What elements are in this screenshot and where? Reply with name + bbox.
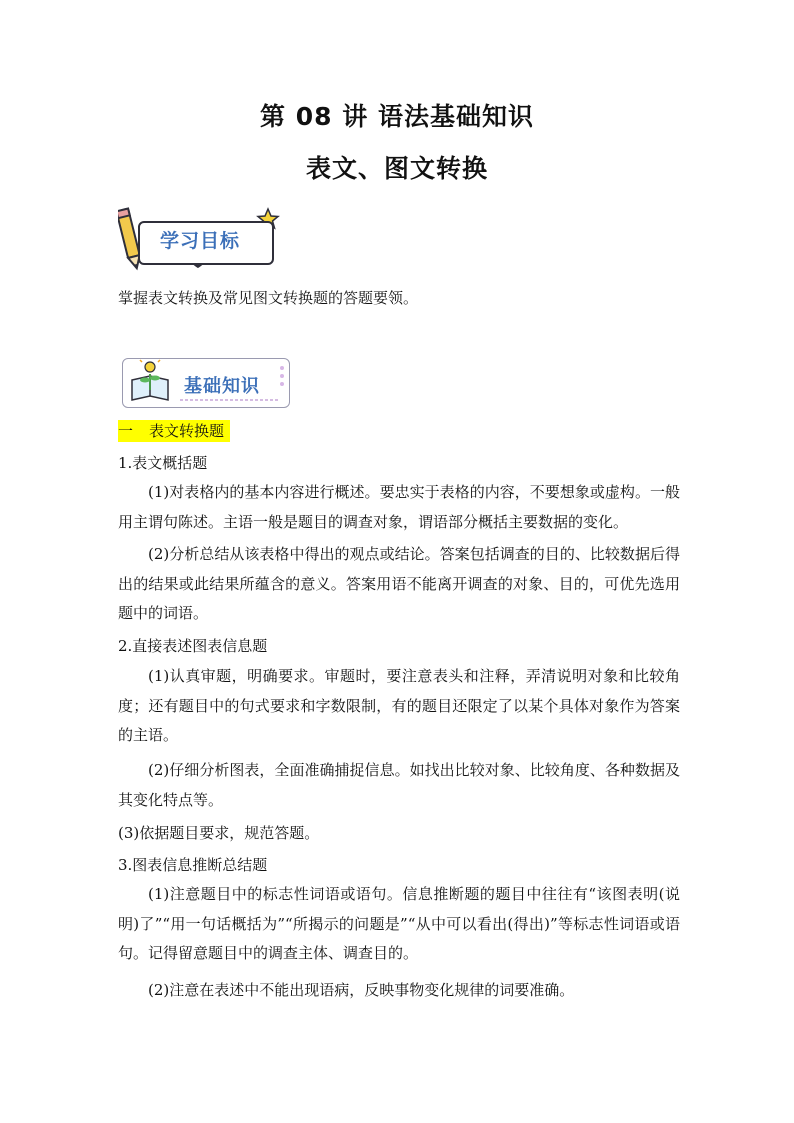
lesson-title: 第 08 讲 语法基础知识 — [260, 102, 534, 131]
item-paragraph: (2)仔细分析图表，全面准确捕捉信息。如找出比较对象、比较角度、各种数据及其变化特点等。 — [118, 761, 680, 809]
lesson-subtitle: 表文、图文转换 — [305, 154, 488, 183]
learning-goal-text: 掌握表文转换及常见图文转换题的答题要领。 — [118, 289, 419, 307]
item-paragraph: (1)认真审题，明确要求。审题时，要注意表头和注释，弄清说明对象和比较角度；还有题目中的句式要求和字数限制，有的题目还限定了以某个具体对象作为答案的主语。 — [118, 667, 680, 745]
item-heading-2: 2.直接表述图表信息题 — [118, 637, 268, 655]
item-paragraph: (1)对表格内的基本内容进行概述。要忠实于表格的内容，不要想象或虚构。一般用主谓句陈述。主语一般是题目的调查对象，谓语部分概括主要数据的变化。 — [118, 483, 680, 531]
item-paragraph: (1)注意题目中的标志性词语或语句。信息推断题的题目中往往有“该图表明(说明)了”“用一句话概括为”“所揭示的问题是”“从中可以看出(得出)”等标志性词语或语句。记得留意题目中的调查主体、调查目的。 — [118, 885, 680, 963]
learning-goal-badge — [118, 203, 283, 273]
item-heading-1: 1.表文概括题 — [118, 454, 208, 472]
basic-knowledge-label: 基础知识 — [184, 376, 260, 397]
learning-goal-label: 学习目标 — [160, 230, 241, 252]
item-paragraph: (2)分析总结从该表格中得出的观点或结论。答案包括调查的目的、比较数据后得出的结果或此结果所蕴含的意义。答案用语不能离开调查的对象、目的，可优先选用题中的词语。 — [118, 545, 680, 623]
section-heading-table-to-text — [118, 420, 230, 442]
item-paragraph: (2)注意在表述中不能出现语病，反映事物变化规律的词要准确。 — [148, 981, 575, 999]
item-heading-3: 3.图表信息推断总结题 — [118, 856, 268, 874]
item-paragraph: (3)依据题目要求，规范答题。 — [118, 824, 320, 842]
section-number: 一 — [118, 422, 134, 440]
basic-knowledge-badge — [118, 356, 298, 414]
section-heading-text: 表文转换题 — [149, 422, 225, 440]
